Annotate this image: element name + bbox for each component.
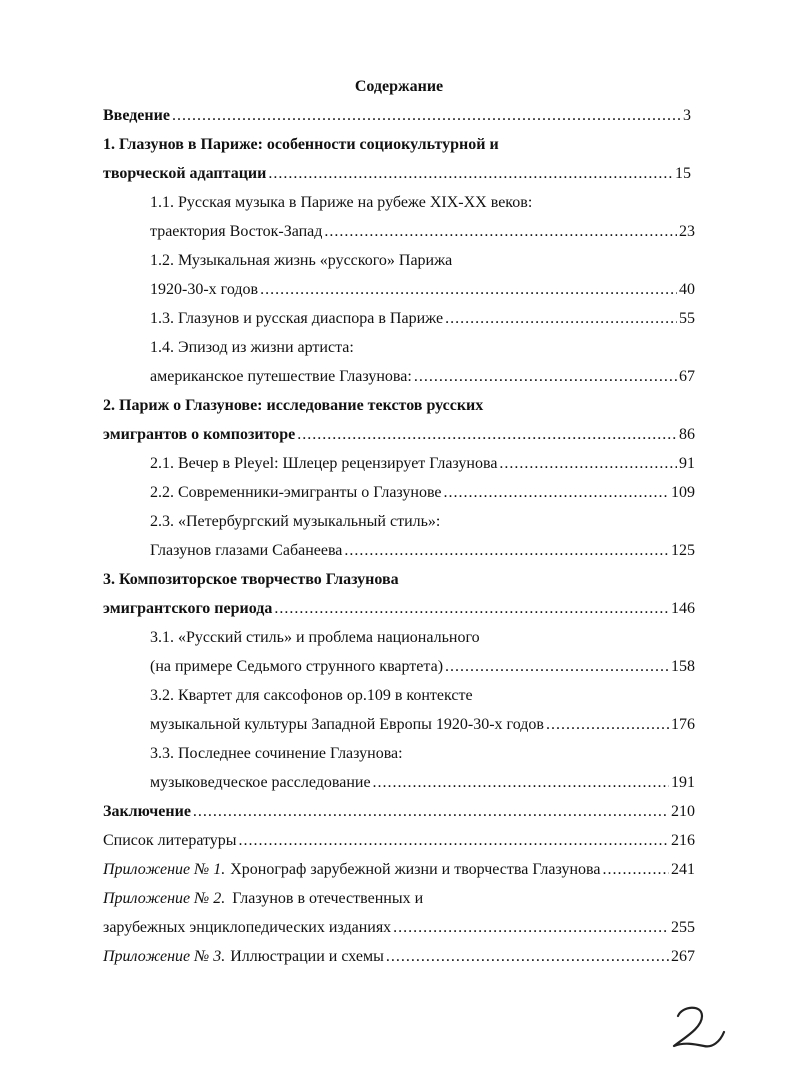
leader-dots: [193, 800, 669, 824]
toc-entry-2-1: [150, 452, 695, 476]
leader-dots: [324, 220, 677, 244]
toc-section-3-1-line1: 3.1. «Русский стиль» и проблема национального: [150, 629, 480, 646]
toc-label: музыкальной культуры Западной Европы 1920-30-х годов: [150, 716, 544, 733]
toc-chapter-2-line1: 2. Париж о Глазунове: исследование текстов русских: [103, 397, 484, 414]
toc-section-1-1-line1: 1.1. Русская музыка в Париже на рубеже XIX-XX веков:: [150, 194, 533, 211]
toc-page: 267: [671, 948, 695, 965]
toc-label: Введение: [103, 107, 170, 124]
toc-entry-2-2: [150, 481, 695, 505]
leader-dots: [297, 423, 677, 447]
toc-entry-3-1: [150, 655, 695, 679]
leader-dots: [602, 858, 669, 882]
toc-section-1-2-line1: 1.2. Музыкальная жизнь «русского» Парижа: [150, 252, 453, 269]
toc-entry-ch2: [103, 423, 695, 447]
toc-chapter-3-line1: 3. Композиторское творчество Глазунова: [103, 571, 399, 588]
toc-page: 23: [679, 223, 695, 240]
toc-page: 255: [671, 919, 695, 936]
leader-dots: [393, 916, 669, 940]
toc-label: эмигрантского периода: [103, 600, 273, 617]
toc-entry-1-4: [150, 365, 695, 389]
leader-dots: [445, 307, 677, 331]
toc-label: Иллюстрации и схемы: [230, 948, 384, 965]
toc-page: 210: [671, 803, 695, 820]
toc-page: 216: [671, 832, 695, 849]
leader-dots: [546, 713, 669, 737]
toc-page: 109: [671, 484, 695, 501]
leader-dots: [414, 365, 677, 389]
toc-section-3-3-line1: 3.3. Последнее сочинение Глазунова:: [150, 745, 403, 762]
toc-label: эмигрантов о композиторе: [103, 426, 296, 443]
handwritten-page-number: [668, 1002, 728, 1052]
toc-chapter-1-line1: 1. Глазунов в Париже: особенности социокультурной и: [103, 136, 499, 153]
toc-section-2-3-line1: 2.3. «Петербургский музыкальный стиль»:: [150, 513, 441, 530]
toc-page: 15: [675, 165, 691, 182]
toc-section-3-2-line1: 3.2. Квартет для саксофонов ор.109 в контексте: [150, 687, 473, 704]
leader-dots: [444, 481, 669, 505]
leader-dots: [386, 945, 669, 969]
toc-label: Глазунов глазами Сабанеева: [150, 542, 343, 559]
toc-page: 40: [679, 281, 695, 298]
toc-label: зарубежных энциклопедических изданиях: [103, 919, 392, 936]
toc-label: Заключение: [103, 803, 191, 820]
toc-label: Хронограф зарубежной жизни и творчества Глазунова: [230, 861, 601, 878]
toc-prefix: Приложение № 2.: [103, 890, 226, 907]
toc-label: 1920-30-х годов: [150, 281, 259, 298]
leader-dots: [268, 162, 673, 186]
toc-entry-1-2: [150, 278, 695, 302]
toc-label: (на примере Седьмого струнного квартета): [150, 658, 444, 675]
toc-page: 146: [671, 600, 695, 617]
toc-label: траектория Восток-Запад: [150, 223, 323, 240]
toc-label: Список литературы: [103, 832, 237, 849]
toc-entry-1-1: [150, 220, 695, 244]
toc-title: Содержание: [354, 78, 444, 95]
toc-entry-conclusion: [103, 800, 695, 824]
toc-entry-1-3: [150, 307, 695, 331]
toc-prefix: Приложение № 3.: [103, 948, 226, 965]
toc-entry-appendix-2: [103, 916, 695, 940]
toc-label: 2.2. Современники-эмигранты о Глазунове: [150, 484, 442, 501]
toc-label: Глазунов в отечественных и: [232, 890, 424, 907]
toc-entry-intro: [103, 104, 691, 128]
toc-section-1-4-line1: 1.4. Эпизод из жизни артиста:: [150, 339, 354, 356]
leader-dots: [445, 655, 669, 679]
toc-label: 2.1. Вечер в Pleyel: Шлецер рецензирует Глазунова: [150, 455, 498, 472]
leader-dots: [499, 452, 677, 476]
toc-entry-bibliography: [103, 829, 695, 853]
toc-page: 67: [679, 368, 695, 385]
toc-entry-3-3: [150, 771, 695, 795]
leader-dots: [239, 829, 669, 853]
leader-dots: [344, 539, 669, 563]
toc-page: 176: [671, 716, 695, 733]
leader-dots: [274, 597, 669, 621]
toc-entry-3-2: [150, 713, 695, 737]
toc-prefix: Приложение № 1.: [103, 861, 226, 878]
leader-dots: [260, 278, 677, 302]
toc-appendix-2-line1: [103, 887, 423, 911]
toc-entry-appendix-1: [103, 858, 695, 882]
toc-entry-2-3: [150, 539, 695, 563]
toc-label: творческой адаптации: [103, 165, 267, 182]
leader-dots: [373, 771, 669, 795]
toc-page: 191: [671, 774, 695, 791]
toc-entry-appendix-3: [103, 945, 695, 969]
toc-page: 241: [671, 861, 695, 878]
leader-dots: [172, 104, 681, 128]
toc-page: 91: [679, 455, 695, 472]
toc-page: 125: [671, 542, 695, 559]
toc-label: 1.3. Глазунов и русская диаспора в Париже: [150, 310, 444, 327]
toc-entry-ch3: [103, 597, 695, 621]
toc-entry-ch1: [103, 162, 691, 186]
toc-label: музыковедческое расследование: [150, 774, 371, 791]
toc-page: 158: [671, 658, 695, 675]
toc-label: американское путешествие Глазунова:: [150, 368, 412, 385]
toc-page: 3: [683, 107, 691, 124]
toc-page: 86: [679, 426, 695, 443]
toc-page: 55: [679, 310, 695, 327]
